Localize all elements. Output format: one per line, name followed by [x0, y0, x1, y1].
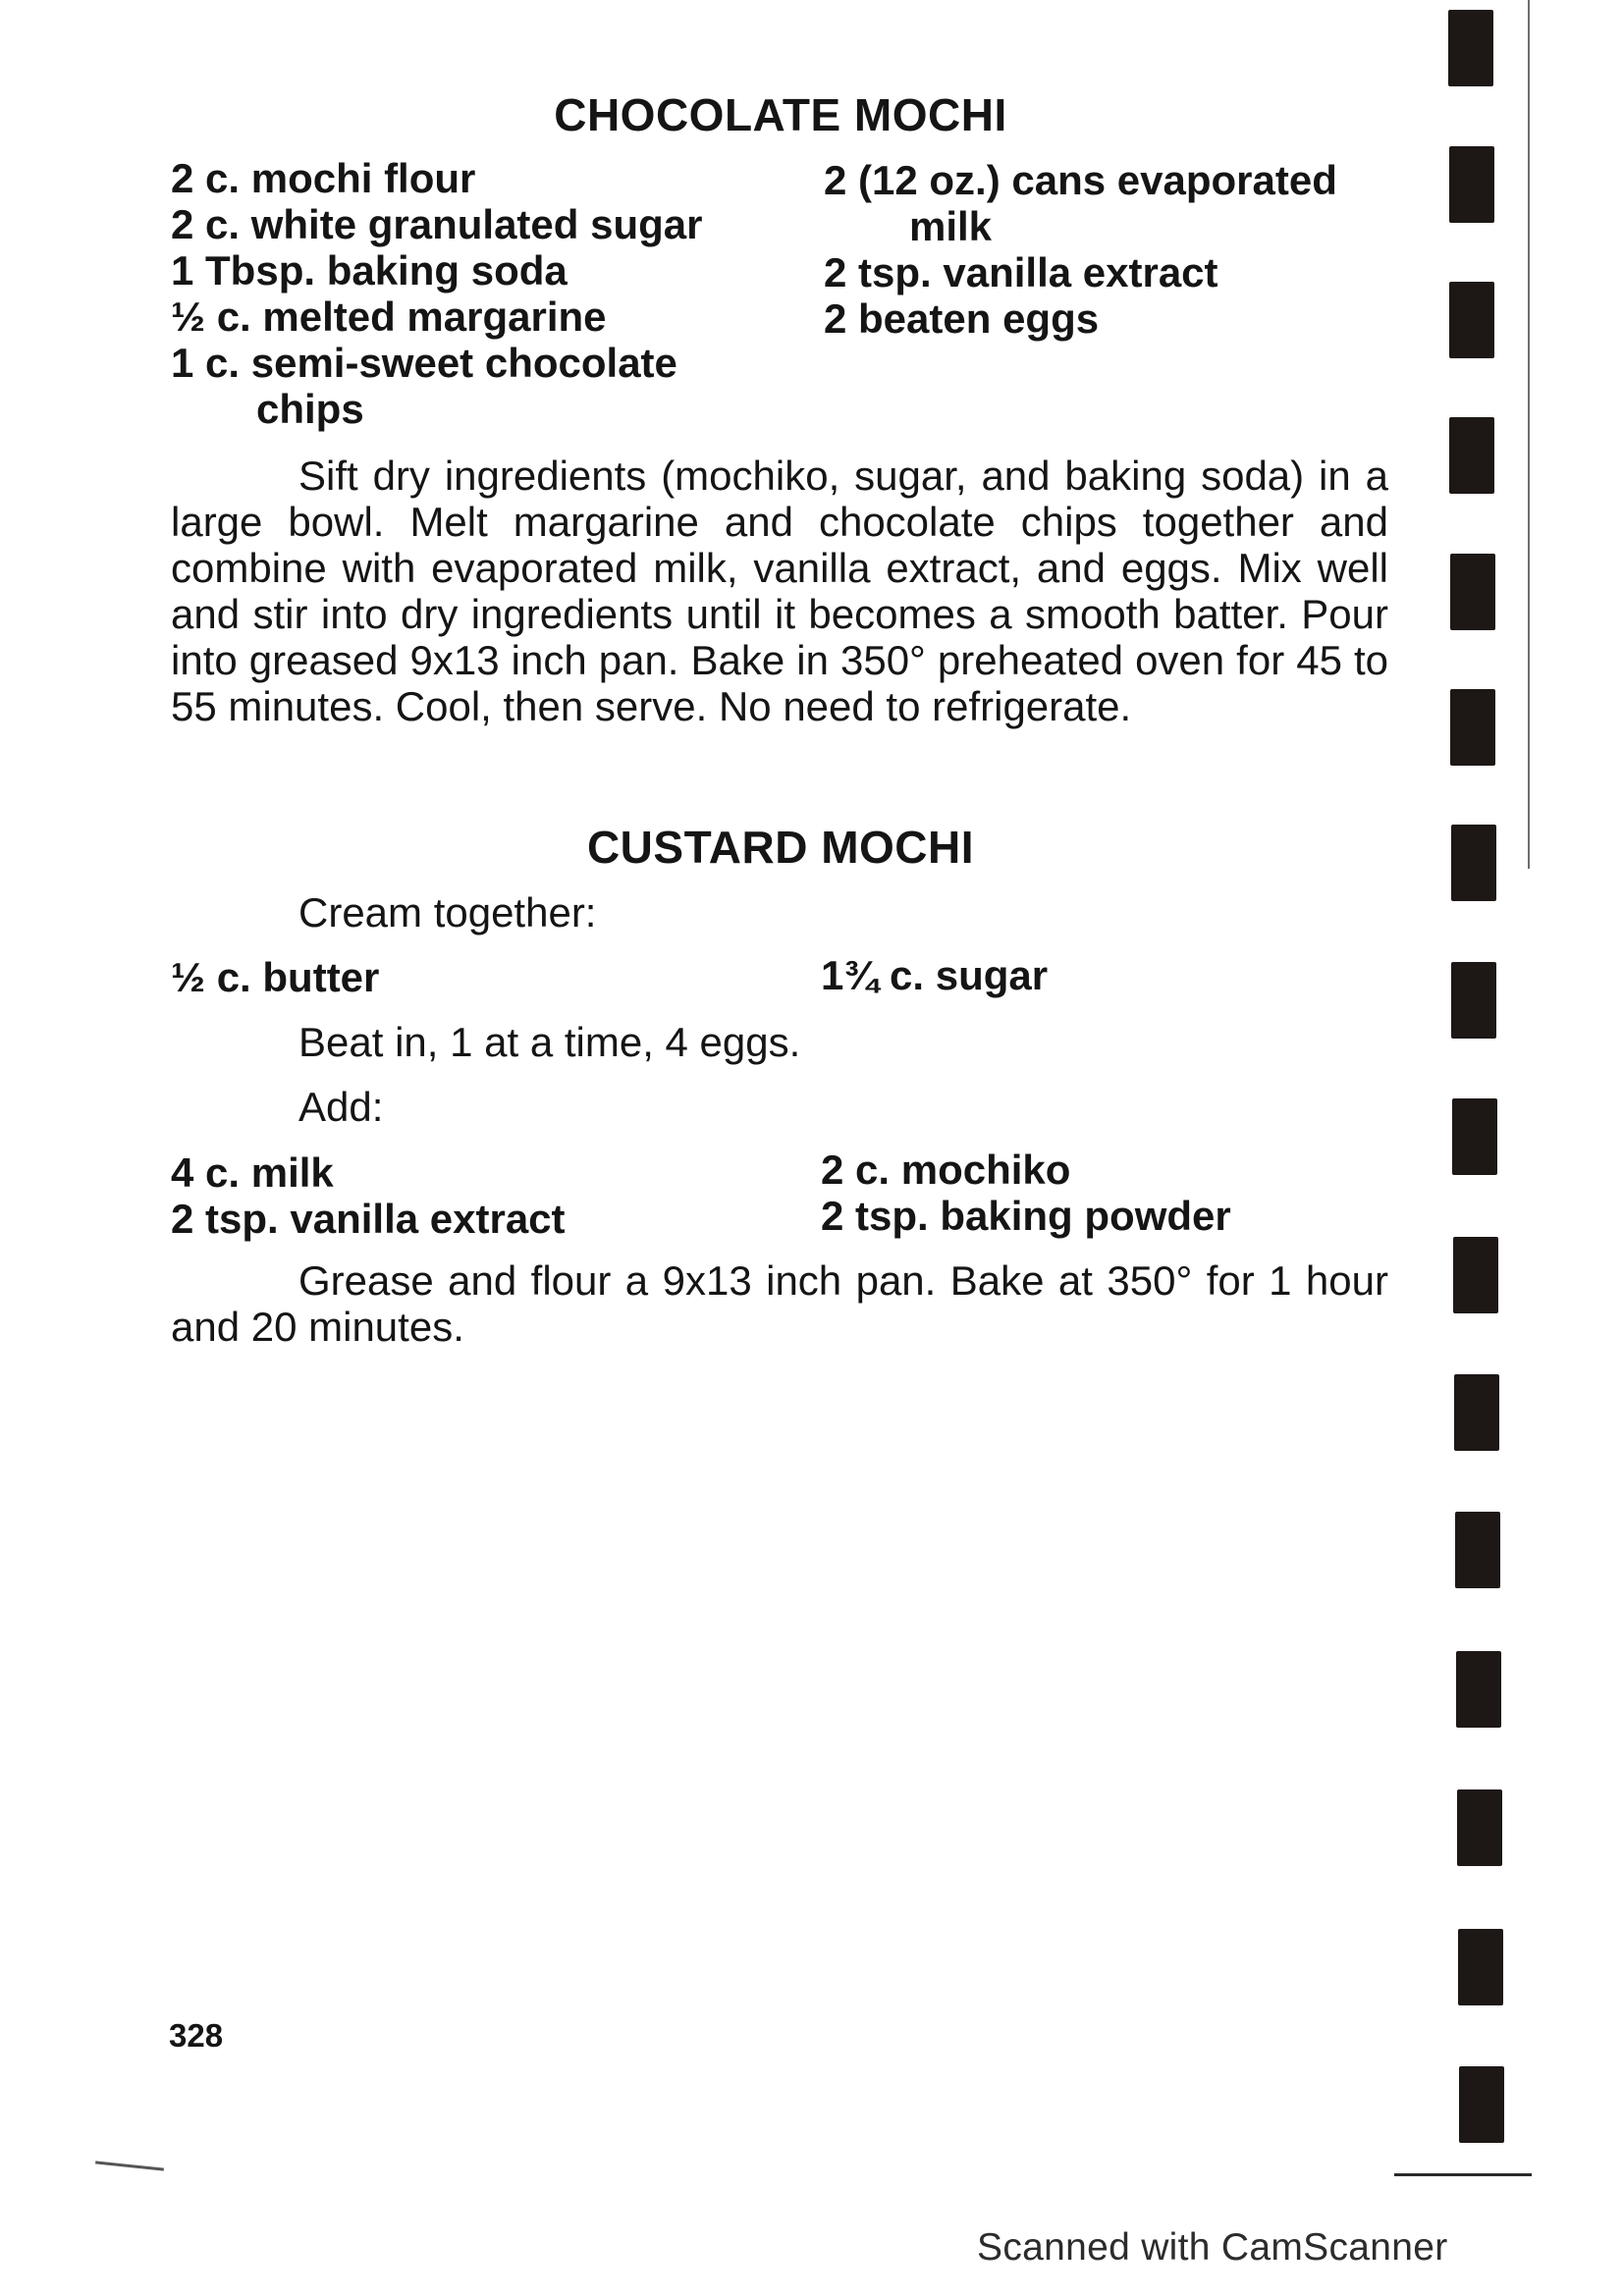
- binding-comb-tab: [1448, 10, 1493, 86]
- binding-comb-tab: [1458, 1929, 1503, 2005]
- ingredient-line: 1¾ c. sugar: [821, 952, 1049, 998]
- directions-paragraph: Sift dry ingredients (mochiko, sugar, and baking soda) in a large bowl. Melt margarine and chocolate chips together and combine with evaporated milk, vanilla extract, and eggs. Mix well and stir into dry ingredients until it becomes a smooth batter. Pour into greased 9x13 inch pan. Bake in 350° preheated oven for 45 to 55 minutes. Cool, then serve. No need to refrigerate.: [171, 453, 1388, 729]
- binding-comb-tab: [1451, 962, 1496, 1039]
- binding-edge-line: [1528, 0, 1530, 869]
- scanner-watermark: Scanned with CamScanner: [977, 2226, 1448, 2269]
- binding-comb-tab: [1456, 1651, 1501, 1728]
- binding-comb-tab: [1455, 1512, 1500, 1588]
- binding-comb-tab: [1449, 146, 1494, 223]
- ingredient-line: 2 (12 oz.) cans evaporated: [824, 157, 1337, 203]
- ingredient-line: 2 c. mochi flour: [171, 155, 476, 201]
- binding-comb-tab: [1449, 282, 1494, 358]
- ingredients-left-column: [171, 1149, 566, 1242]
- instruction-line: Cream together:: [298, 889, 597, 935]
- binding-comb-tab: [1459, 2066, 1504, 2143]
- page-number: 328: [169, 2017, 224, 2054]
- recipe-title-custard-mochi: CUSTARD MOCHI: [586, 822, 975, 873]
- binding-comb-tab: [1453, 1237, 1498, 1313]
- ingredient-line: 2 c. mochiko: [821, 1147, 1071, 1193]
- ingredient-line: 1 Tbsp. baking soda: [171, 247, 568, 294]
- ingredient-line: 2 tsp. vanilla extract: [171, 1196, 566, 1242]
- binding-comb-tab: [1457, 1789, 1502, 1866]
- ingredients-right-column: [824, 157, 1337, 342]
- binding-comb-tab: [1454, 1374, 1499, 1451]
- ingredient-line: 2 c. white granulated sugar: [171, 201, 703, 247]
- ingredient-line: ½ c. melted margarine: [171, 294, 607, 340]
- ingredients-left-column: [171, 155, 702, 432]
- ingredient-line: 1 c. semi-sweet chocolate: [171, 340, 677, 386]
- instruction-line: Add:: [298, 1084, 384, 1130]
- ingredients-right-column: [821, 1147, 1231, 1239]
- binding-comb-tab: [1449, 417, 1494, 494]
- binding-comb-tab: [1451, 825, 1496, 901]
- ingredient-line: 4 c. milk: [171, 1149, 334, 1196]
- ingredient-line: 2 tsp. baking powder: [821, 1193, 1231, 1239]
- page-edge-line: [1394, 2173, 1532, 2176]
- directions-paragraph: Grease and flour a 9x13 inch pan. Bake at 350° for 1 hour and 20 minutes.: [171, 1257, 1388, 1350]
- ingredient-line: 2 tsp. vanilla extract: [824, 249, 1218, 295]
- ingredient-line: 2 beaten eggs: [824, 295, 1100, 342]
- binding-comb-tab: [1450, 689, 1495, 766]
- instruction-line: Beat in, 1 at a time, 4 eggs.: [298, 1019, 801, 1065]
- page-corner-mark: [95, 2161, 164, 2170]
- ingredient-line: milk: [909, 203, 993, 249]
- ingredient-line: chips: [256, 386, 364, 432]
- ingredient-line: ½ c. butter: [171, 954, 380, 1000]
- recipe-title-chocolate-mochi: CHOCOLATE MOCHI: [554, 89, 1007, 140]
- binding-comb-tab: [1452, 1098, 1497, 1175]
- binding-comb-tab: [1450, 554, 1495, 630]
